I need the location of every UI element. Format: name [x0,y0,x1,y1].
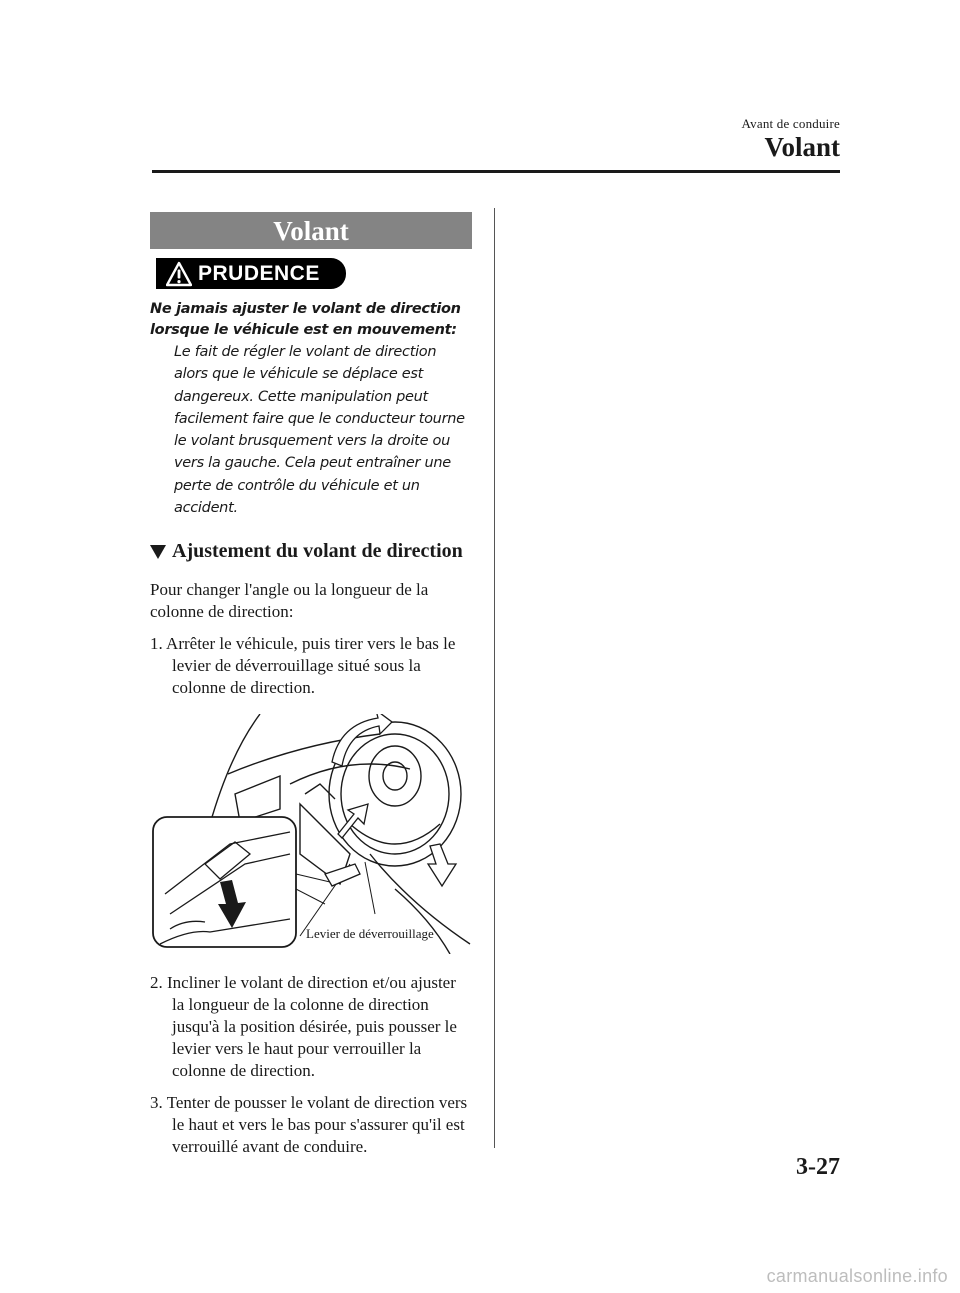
caution-label: PRUDENCE [198,261,320,285]
steering-illustration-drawing [150,714,472,954]
left-column [150,212,472,1158]
triangle-bullet-icon [150,545,166,559]
chapter-label: Avant de conduire [741,116,840,131]
warning-icon [166,261,192,287]
subsection-heading [150,540,472,563]
subsection-title: Ajustement du volant de direction [172,540,463,563]
figure-caption: Levier de déverrouillage [306,926,434,942]
watermark: carmanualsonline.info [766,1266,948,1286]
step-2: 2. Incliner le volant de direction et/ou ajuster la longueur de la colonne de direction jusqu'à la position désirée, puis pousser le levier vers le haut pour verrouiller la colonne de direction. [150,973,457,1081]
step-1: 1. Arrêter le véhicule, puis tirer vers le bas le levier de déverrouillage situé sous la colonne de direction. [150,634,456,698]
page-number: 3-27 [796,1154,840,1180]
subsection-intro: Pour changer l'angle ou la longueur de la colonne de direction: [150,580,429,622]
caution-title: Ne jamais ajuster le volant de direction lorsque le véhicule est en mouvement: [150,301,461,338]
column-divider [494,208,495,1148]
caution-banner [156,258,346,289]
step-3: 3. Tenter de pousser le volant de direction vers le haut et vers le bas pour s'assurer qu'il est verrouillé avant de conduire. [150,1093,468,1157]
header-rule [152,170,840,173]
section-title-bar: Volant [150,212,472,249]
steering-wheel-illustration [150,714,472,954]
caution-body: Le fait de régler le volant de direction alors que le véhicule se déplace est dangereux. Cette manipulation peut facilement faire que le conducteur tourne le volant brusquement vers la droite ou vers la gauche. Cela peut entraîner une perte de contrôle du véhicule et un accident. [174,344,465,517]
section-header-title: Volant [764,132,840,162]
